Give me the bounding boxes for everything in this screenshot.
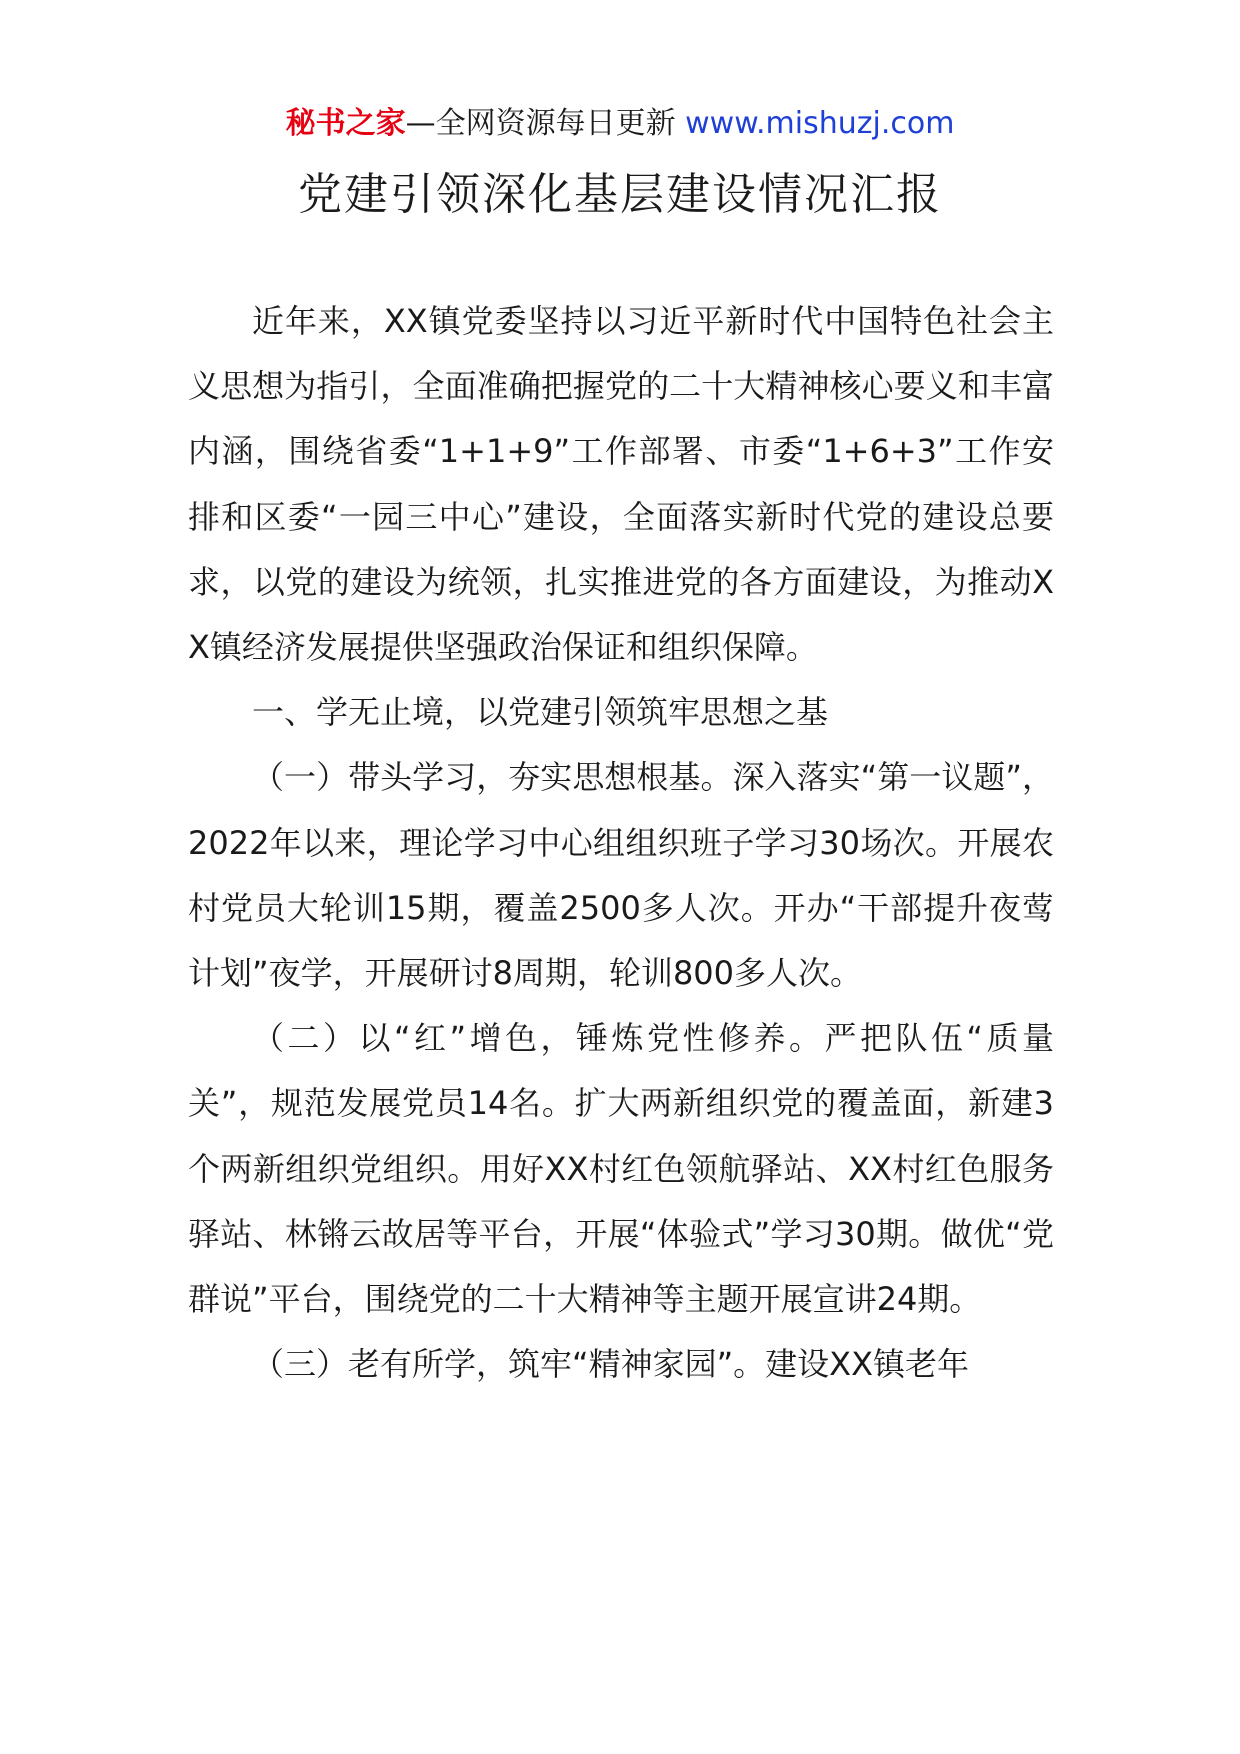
paragraph-1-1: （一）带头学习，夯实思想根基。深入落实“第一议题”，2022年以来，理论学习中心组组织班子学习30场次。开展农村党员大轮训15期，覆盖2500多人次。开办“干部提升夜莺计划”夜学，开展研讨8周期，轮训800多人次。 xyxy=(188,758,1054,993)
section-heading-1: 一、学无止境，以党建引领筑牢思想之基 xyxy=(252,693,829,732)
document-title: 党建引领深化基层建设情况汇报 xyxy=(298,169,942,220)
brand-name: 秘书之家 xyxy=(285,106,406,141)
site-url-link[interactable]: www.mishuzj.com xyxy=(685,106,955,141)
intro-paragraph: 近年来，XX镇党委坚持以习近平新时代中国特色社会主义思想为指引，全面准确把握党的二十大精神核心要义和丰富内涵，围绕省委“1+1+9”工作部署、市委“1+6+3”工作安排和区委“一园三中心”建设，全面落实新时代党的建设总要求，以党的建设为统领，扎实推进党的各方面建设，为推动XX镇经济发展提供坚强政治保证和组织保障。 xyxy=(188,302,1054,667)
watermark-header xyxy=(0,100,1240,148)
header-slogan: —全网资源每日更新 xyxy=(405,106,676,141)
paragraph-1-3: （三）老有所学，筑牢“精神家园”。建设XX镇老年 xyxy=(252,1345,970,1384)
paragraph-1-2: （二）以“红”增色，锤炼党性修养。严把队伍“质量关”，规范发展党员14名。扩大两新组织党的覆盖面，新建3个两新组织党组织。用好XX村红色领航驿站、XX村红色服务驿站、林锵云故居等平台，开展“体验式”学习30期。做优“党群说”平台，围绕党的二十大精神等主题开展宣讲24期。 xyxy=(188,1019,1054,1319)
document-body xyxy=(188,289,1054,1397)
